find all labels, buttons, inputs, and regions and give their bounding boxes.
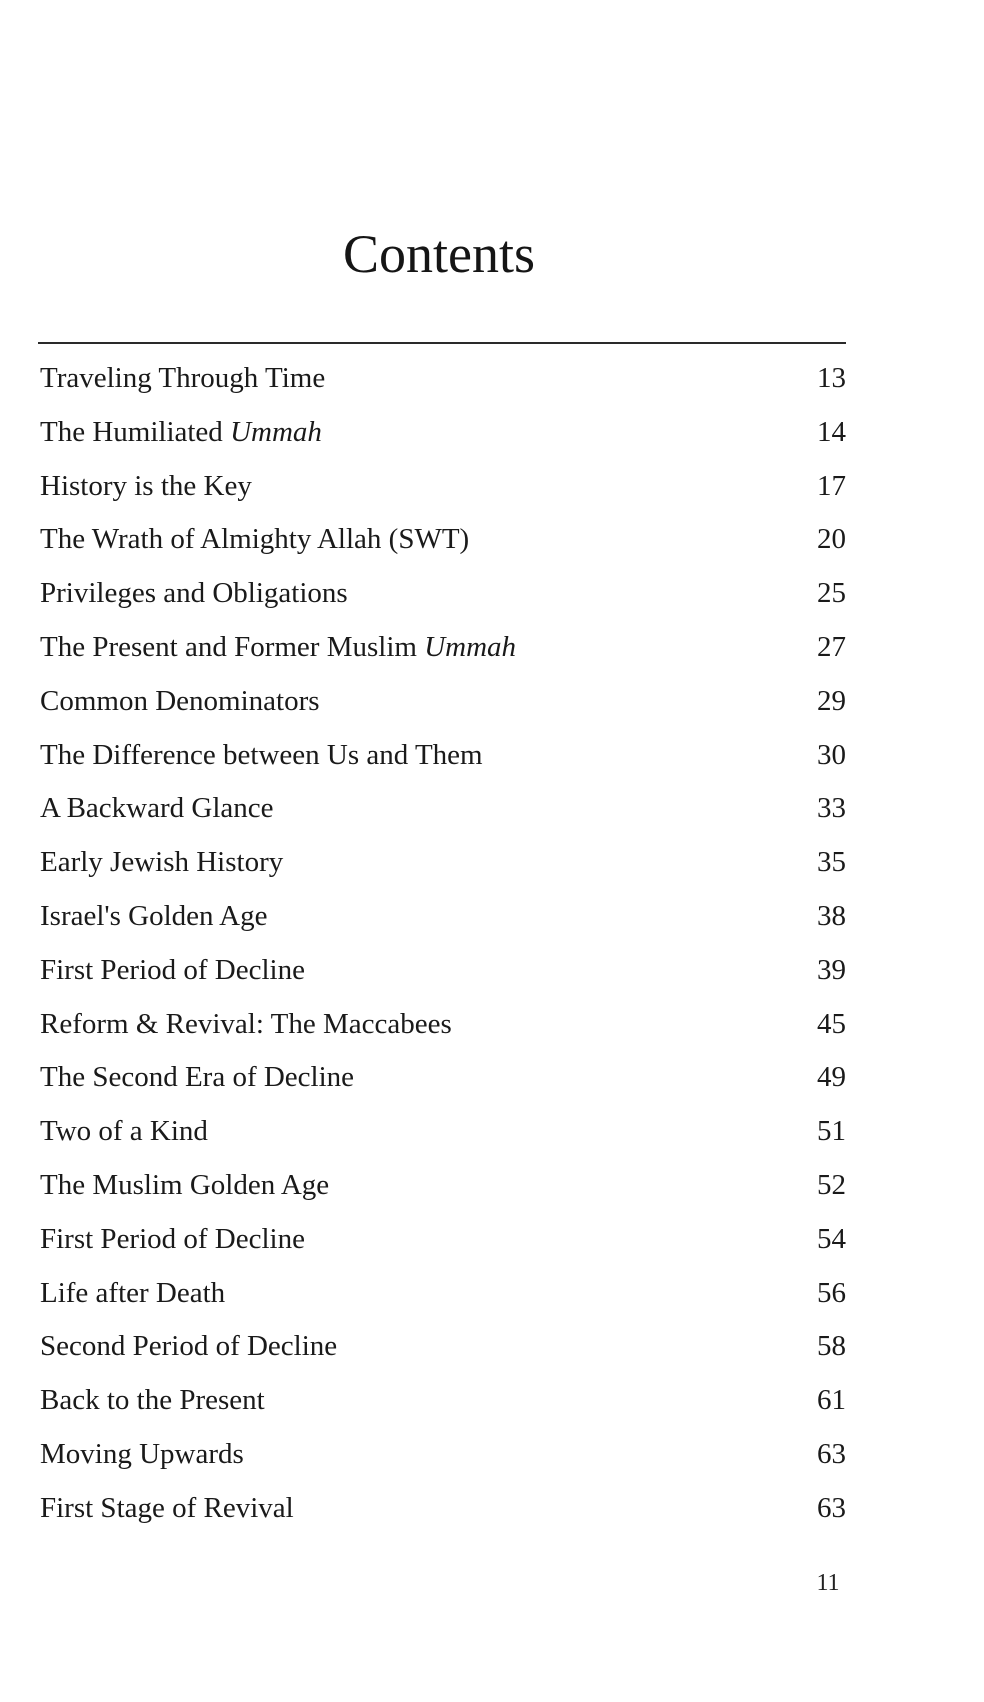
toc-entry-page: 51	[817, 1115, 846, 1148]
toc-entry-title-text: First Period of Decline	[40, 1222, 305, 1255]
toc-entry-page: 45	[817, 1007, 846, 1040]
toc-entry	[40, 1213, 846, 1267]
toc-entry-page: 13	[817, 362, 846, 394]
toc-entry	[40, 352, 846, 406]
toc-entry	[40, 460, 846, 514]
toc-entry-title-text: Life after Death	[40, 1276, 226, 1309]
toc-entry-title-text: Privileges and Obligations	[40, 577, 348, 610]
toc-entry-title	[40, 1159, 329, 1213]
toc-entry-page: 17	[817, 469, 846, 502]
toc-entry-title-text: The Humiliated	[40, 415, 231, 448]
toc-entry-title-text: Moving Upwards	[40, 1437, 244, 1470]
toc-entry-page: 56	[817, 1276, 846, 1309]
toc-entry-page: 29	[817, 684, 846, 717]
toc-entry-title	[40, 890, 268, 944]
toc-entry	[40, 513, 846, 567]
toc-entry-title-text: Early Jewish History	[40, 846, 284, 879]
toc-entry-page: 25	[817, 577, 846, 610]
toc-entry-page: 39	[817, 953, 846, 986]
toc-entry-title-text: A Backward Glance	[40, 792, 274, 825]
toc-entry-title	[40, 1213, 305, 1267]
toc-entry	[40, 782, 846, 836]
toc-entry-title	[40, 406, 322, 460]
toc-entry-title	[40, 513, 469, 567]
toc-entry-title-text: The Second Era of Decline	[40, 1061, 355, 1094]
toc-entry-title-text: The Muslim Golden Age	[40, 1168, 330, 1201]
toc-entry-title-text: Israel's Golden Age	[40, 899, 268, 932]
toc-entry	[40, 1428, 846, 1482]
toc-entry	[40, 621, 846, 675]
toc-entry-title	[40, 998, 452, 1052]
toc-entry-title-text: History is the Key	[40, 469, 252, 502]
toc-entry-title	[40, 567, 348, 621]
toc-entry	[40, 675, 846, 729]
toc-entry-title-text: The Present and Former Muslim	[40, 630, 425, 663]
toc-entry	[40, 567, 846, 621]
toc-entry-page: 33	[817, 792, 846, 825]
toc-entry-title	[40, 1105, 208, 1159]
toc-entry	[40, 729, 846, 783]
toc-entry-title	[40, 1051, 354, 1105]
page-title: Contents	[342, 224, 535, 284]
toc-entry-title-text: The Difference between Us and Them	[40, 738, 483, 771]
toc-entry-page: 54	[817, 1222, 846, 1255]
toc-entry-page: 61	[817, 1384, 846, 1417]
toc-entry-page: 20	[817, 523, 846, 556]
toc-entry-page: 27	[817, 630, 846, 663]
toc-entry	[40, 1105, 846, 1159]
toc-entry-page: 52	[817, 1168, 846, 1201]
toc-entry-title	[40, 1374, 265, 1428]
page-number: 11	[816, 1570, 840, 1596]
toc-entry-title	[40, 1428, 244, 1482]
toc-entry	[40, 1482, 846, 1536]
toc-entry	[40, 406, 846, 460]
toc-entry-title	[40, 1267, 225, 1321]
toc-entry-title	[40, 460, 252, 514]
toc-entry-title-text: Traveling Through Time	[40, 362, 326, 394]
toc-entry-title	[40, 944, 305, 998]
title-divider	[38, 342, 846, 344]
toc-entry	[40, 1374, 846, 1428]
toc-entry-page: 30	[817, 738, 846, 771]
toc-entry-title-text: Common Denominators	[40, 684, 320, 717]
toc-entry-title-text: First Period of Decline	[40, 953, 305, 986]
toc-entry	[40, 1320, 846, 1374]
toc-entry-title-text: First Stage of Revival	[40, 1491, 294, 1524]
toc-entry	[40, 1159, 846, 1213]
toc-entry-title-text: Second Period of Decline	[40, 1330, 338, 1363]
toc-entry	[40, 890, 846, 944]
toc-entry-title	[40, 782, 274, 836]
toc-entry-title-italic: Ummah	[424, 630, 517, 663]
toc-entry-title-italic: Ummah	[230, 415, 322, 448]
toc-entry-title	[40, 1320, 337, 1374]
toc-entry	[40, 1051, 846, 1105]
toc-entry-title	[40, 836, 283, 890]
toc-entry-page: 35	[817, 846, 846, 879]
toc-entry-title-text: Two of a Kind	[40, 1115, 208, 1148]
toc-entry	[40, 1267, 846, 1321]
toc-entry-page: 38	[817, 899, 846, 932]
toc-entry	[40, 944, 846, 998]
toc-entry	[40, 998, 846, 1052]
toc-entry-title-text: The Wrath of Almighty Allah (SWT)	[40, 523, 470, 556]
toc-entry-page: 63	[817, 1437, 846, 1470]
toc-entry-page: 58	[817, 1330, 846, 1363]
toc-entry-title	[40, 675, 320, 729]
toc-entry-page: 49	[817, 1061, 846, 1094]
toc-entry-page: 63	[817, 1491, 846, 1524]
toc-entry-title-text: Reform & Revival: The Maccabees	[40, 1007, 452, 1040]
toc-entry-title-text: Back to the Present	[40, 1384, 265, 1417]
toc-entry-title	[40, 352, 325, 406]
table-of-contents	[40, 352, 846, 1536]
toc-entry-title	[40, 1482, 294, 1536]
toc-entry-page: 14	[817, 415, 846, 448]
toc-entry-title	[40, 621, 516, 675]
toc-entry	[40, 836, 846, 890]
toc-entry-title	[40, 729, 483, 783]
